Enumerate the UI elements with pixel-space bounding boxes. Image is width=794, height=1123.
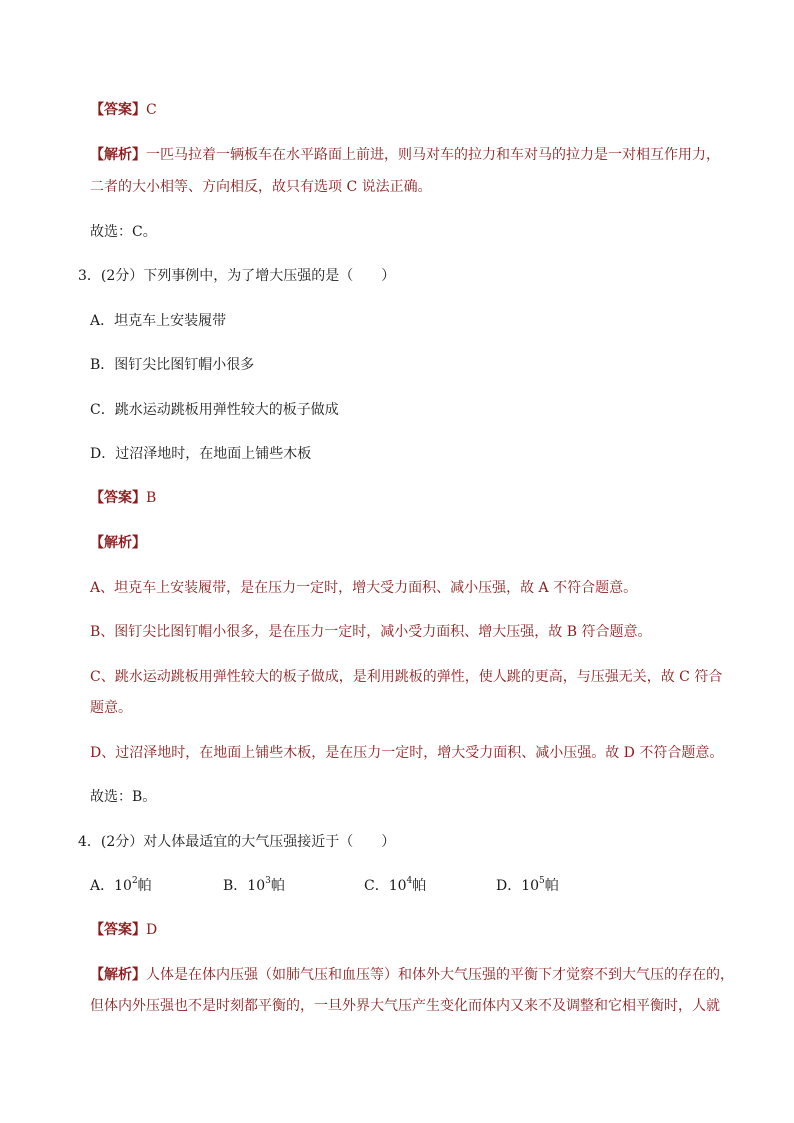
- q3-answer-value: B: [146, 490, 157, 506]
- analysis-tag: 【解析】: [90, 535, 146, 551]
- q4-stem: 4．(2分）对人体最适宜的大气压强接近于（ ）: [78, 834, 396, 850]
- q2-conclusion: 故选：C。: [90, 224, 157, 240]
- q2-answer-value: C: [146, 102, 157, 118]
- q3-explain-c: C、跳水运动跳板用弹性较大的板子做成，是利用跳板的弹性，使人跳的更高，与压强无关，故 C 符合: [90, 669, 723, 685]
- q2-answer-line: [90, 100, 157, 120]
- q3-option-d: D．过沼泽地时，在地面上铺些木板: [90, 446, 312, 462]
- analysis-tag: 【解析】: [90, 967, 146, 983]
- answer-tag: 【答案】: [90, 490, 146, 506]
- q3-option-c: C．跳水运动跳板用弹性较大的板子做成: [90, 402, 339, 418]
- q3-answer-line: [90, 488, 156, 508]
- q3-explain-d: D、过沼泽地时，在地面上铺些木板，是在压力一定时，增大受力面积、减小压强。故 D 不符合题意。: [90, 745, 724, 761]
- analysis-tag: 【解析】: [90, 147, 146, 163]
- q4-option-a: A．$10^2$帕: [90, 876, 152, 894]
- q3-option-b: B．图钉尖比图钉帽小很多: [90, 357, 255, 373]
- q3-stem: 3．(2分）下列事例中，为了增大压强的是（ ）: [78, 268, 396, 284]
- answer-tag: 【答案】: [90, 922, 146, 938]
- q3-conclusion: 故选：B。: [90, 789, 157, 805]
- q3-option-a: A．坦克车上安装履带: [90, 313, 227, 329]
- q2-analysis-text-1: 一匹马拉着一辆板车在水平路面上前进，则马对车的拉力和车对马的拉力是一对相互作用力，: [146, 147, 720, 163]
- q3-explain-c-cont: 题意。: [90, 700, 132, 716]
- q3-explain-b: B、图钉尖比图钉帽小很多，是在压力一定时，减小受力面积、增大压强，故 B 符合题意。: [90, 624, 652, 640]
- q2-analysis-line-2: 二者的大小相等、方向相反，故只有选项 C 说法正确。: [90, 179, 432, 195]
- answer-tag: 【答案】: [90, 102, 146, 118]
- q4-analysis-line-1: [90, 965, 734, 985]
- q4-option-d: D．$10^5$帕: [496, 876, 559, 894]
- q2-analysis-line-1: [90, 145, 720, 165]
- q4-analysis-text-1: 人体是在体内压强（如肺气压和血压等）和体外大气压强的平衡下才觉察不到大气压的存在的，: [146, 967, 734, 983]
- q3-explain-a: A、坦克车上安装履带，是在压力一定时，增大受力面积、减小压强，故 A 不符合题意。: [90, 580, 638, 596]
- q4-option-c: C．$10^4$帕: [364, 876, 427, 894]
- q4-option-b: B．$10^3$帕: [223, 876, 285, 894]
- q4-answer-line: [90, 920, 157, 940]
- q4-answer-value: D: [146, 922, 158, 938]
- q3-analysis-heading: [90, 533, 146, 553]
- q4-analysis-line-2: 但体内外压强也不是时刻都平衡的，一旦外界大气压产生变化而体内又来不及调整和它相平衡时，人就: [90, 998, 720, 1014]
